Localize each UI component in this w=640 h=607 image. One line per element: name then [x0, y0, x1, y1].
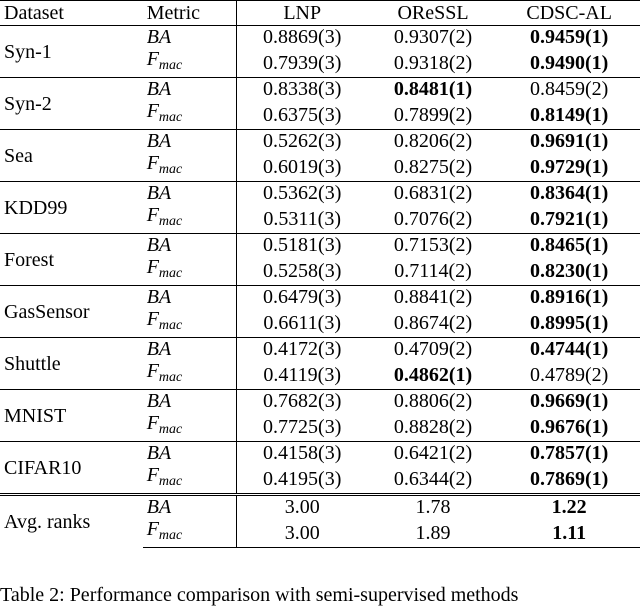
value-cell: 0.7114(2): [394, 259, 472, 282]
metric-fmac: [143, 100, 237, 130]
table-caption: Table 2: Performance comparison with semi-supervised methods: [0, 584, 519, 606]
metric-fmac-base: F: [146, 308, 159, 330]
avg-ranks-label: Avg. ranks: [0, 495, 143, 548]
header-lnp: LNP: [236, 1, 367, 26]
metric-fmac-subscript: mac: [158, 370, 183, 385]
metric-fmac: [143, 360, 237, 390]
header-metric: Metric: [143, 1, 237, 26]
metric-fmac-base: F: [146, 518, 159, 540]
value-cell: 0.7076(2): [393, 207, 473, 230]
value-cell: 0.4195(3): [236, 464, 367, 495]
value-cell: 0.4862(1): [393, 363, 473, 386]
value-cell: 0.8275(2): [393, 155, 473, 178]
value-cell: 0.5311(3): [236, 204, 367, 234]
table-body: [0, 26, 640, 548]
metric-fmac-base: F: [146, 100, 159, 122]
dataset-name: Shuttle: [0, 338, 143, 390]
value-cell: 0.4119(3): [236, 360, 367, 390]
value-cell: 0.9318(2): [393, 51, 473, 74]
value-cell: 3.00: [236, 518, 367, 548]
value-cell: 0.8338(3): [236, 78, 367, 101]
value-cell: 0.6421(2): [368, 442, 499, 465]
metric-fmac-base: F: [146, 256, 159, 278]
value-cell: 0.8465(1): [498, 234, 640, 257]
dataset-name: MNIST: [0, 390, 143, 442]
value-cell: 0.4744(1): [498, 338, 640, 361]
metric-ba: BA: [143, 495, 237, 519]
dataset-name: CIFAR10: [0, 442, 143, 495]
table-row: [0, 130, 640, 153]
value-cell: 0.8916(1): [498, 286, 640, 309]
metric-fmac-base: F: [146, 48, 159, 70]
dataset-name: KDD99: [0, 182, 143, 234]
metric-fmac-subscript: mac: [158, 110, 183, 125]
metric-fmac: [143, 412, 237, 442]
dataset-name: GasSensor: [0, 286, 143, 338]
value-cell: 1.89: [368, 518, 499, 548]
header-cdsc-al: CDSC-AL: [498, 1, 640, 26]
value-cell: 0.8841(2): [368, 286, 499, 309]
metric-fmac-subscript: mac: [158, 214, 183, 229]
value-cell: 0.7682(3): [236, 390, 367, 413]
table-row: [0, 390, 640, 413]
value-cell: 0.8206(2): [368, 130, 499, 153]
metric-ba: BA: [143, 78, 237, 101]
value-cell: 0.7857(1): [498, 442, 640, 465]
value-cell: 0.6831(2): [368, 182, 499, 205]
metric-fmac-base: F: [146, 204, 159, 226]
value-cell: 0.5262(3): [236, 130, 367, 153]
value-cell: 0.8230(1): [530, 259, 609, 282]
metric-fmac: [143, 256, 237, 286]
metric-fmac-subscript: mac: [158, 318, 183, 333]
header-row: [0, 1, 640, 26]
value-cell: 0.7899(2): [393, 103, 473, 126]
header-dataset: Dataset: [0, 1, 143, 26]
value-cell: 0.9729(1): [530, 155, 609, 178]
metric-fmac-base: F: [146, 464, 159, 486]
dataset-name: Syn-1: [4, 40, 52, 63]
metric-ba: BA: [143, 182, 237, 205]
value-cell: 0.6375(3): [236, 100, 367, 130]
value-cell: 0.8481(1): [368, 78, 499, 101]
metric-ba: BA: [143, 390, 237, 413]
value-cell: 0.9676(1): [530, 415, 609, 438]
table-row: [0, 78, 640, 101]
value-cell: 0.5362(3): [236, 182, 367, 205]
dataset-name: Syn-2: [0, 78, 143, 130]
value-cell: 0.7921(1): [530, 207, 609, 230]
value-cell: 0.7869(1): [530, 467, 609, 490]
table-row: [0, 442, 640, 465]
value-cell: 0.6479(3): [236, 286, 367, 309]
value-cell: 0.7939(3): [236, 48, 367, 78]
metric-fmac-subscript: mac: [158, 528, 183, 543]
value-cell: 1.22: [498, 495, 640, 519]
value-cell: 0.8364(1): [498, 182, 640, 205]
value-cell: 0.5258(3): [236, 256, 367, 286]
metric-fmac-subscript: mac: [158, 474, 183, 489]
value-cell: 0.8674(2): [393, 311, 473, 334]
metric-ba: BA: [143, 234, 237, 257]
value-cell: 3.00: [236, 495, 367, 519]
metric-fmac: [143, 308, 237, 338]
metric-fmac: [143, 152, 237, 182]
value-cell: 0.6344(2): [393, 467, 473, 490]
metric-fmac-subscript: mac: [158, 162, 183, 177]
value-cell: 0.8828(2): [393, 415, 473, 438]
metric-fmac-subscript: mac: [158, 422, 183, 437]
value-cell: 0.8995(1): [530, 311, 609, 334]
value-cell: 0.7153(2): [368, 234, 499, 257]
value-cell: 0.4172(3): [236, 338, 367, 361]
table-row: [0, 182, 640, 205]
value-cell: 1.78: [368, 495, 499, 519]
metric-fmac: [143, 518, 237, 548]
table-row: [0, 495, 640, 519]
value-cell: 0.8459(2): [498, 78, 640, 101]
metric-fmac-subscript: mac: [158, 58, 183, 73]
value-cell: 1.11: [498, 518, 640, 548]
value-cell: 0.6019(3): [236, 152, 367, 182]
value-cell: 0.9669(1): [498, 390, 640, 413]
value-cell: 0.5181(3): [236, 234, 367, 257]
value-cell: 0.9307(2): [393, 26, 473, 48]
metric-fmac-base: F: [146, 360, 159, 382]
metric-fmac: [143, 464, 237, 495]
metric-fmac-subscript: mac: [158, 266, 183, 281]
table-row: [0, 26, 640, 49]
metric-fmac-base: F: [146, 412, 159, 434]
table-row: [0, 234, 640, 257]
metric-fmac-base: F: [146, 152, 159, 174]
value-cell: 0.9490(1): [530, 51, 609, 74]
metric-fmac: [143, 48, 237, 78]
value-cell: 0.6611(3): [236, 308, 367, 338]
metric-ba: BA: [146, 26, 172, 48]
value-cell: 0.8149(1): [530, 103, 609, 126]
value-cell: 0.4709(2): [368, 338, 499, 361]
dataset-name: Sea: [0, 130, 143, 182]
value-cell: 0.7725(3): [236, 412, 367, 442]
value-cell: 0.9691(1): [498, 130, 640, 153]
value-cell: 0.8869(3): [236, 26, 367, 49]
header-oressl: OReSSL: [368, 1, 499, 26]
metric-ba: BA: [143, 338, 237, 361]
table-row: [0, 338, 640, 361]
metric-ba: BA: [143, 286, 237, 309]
value-cell: 0.4789(2): [530, 363, 609, 386]
value-cell: 0.4158(3): [236, 442, 367, 465]
metric-ba: BA: [143, 442, 237, 465]
metric-ba: BA: [143, 130, 237, 153]
value-cell: 0.9459(1): [530, 26, 609, 48]
table-row: [0, 286, 640, 309]
dataset-name: Forest: [0, 234, 143, 286]
value-cell: 0.8806(2): [368, 390, 499, 413]
metric-fmac: [143, 204, 237, 234]
